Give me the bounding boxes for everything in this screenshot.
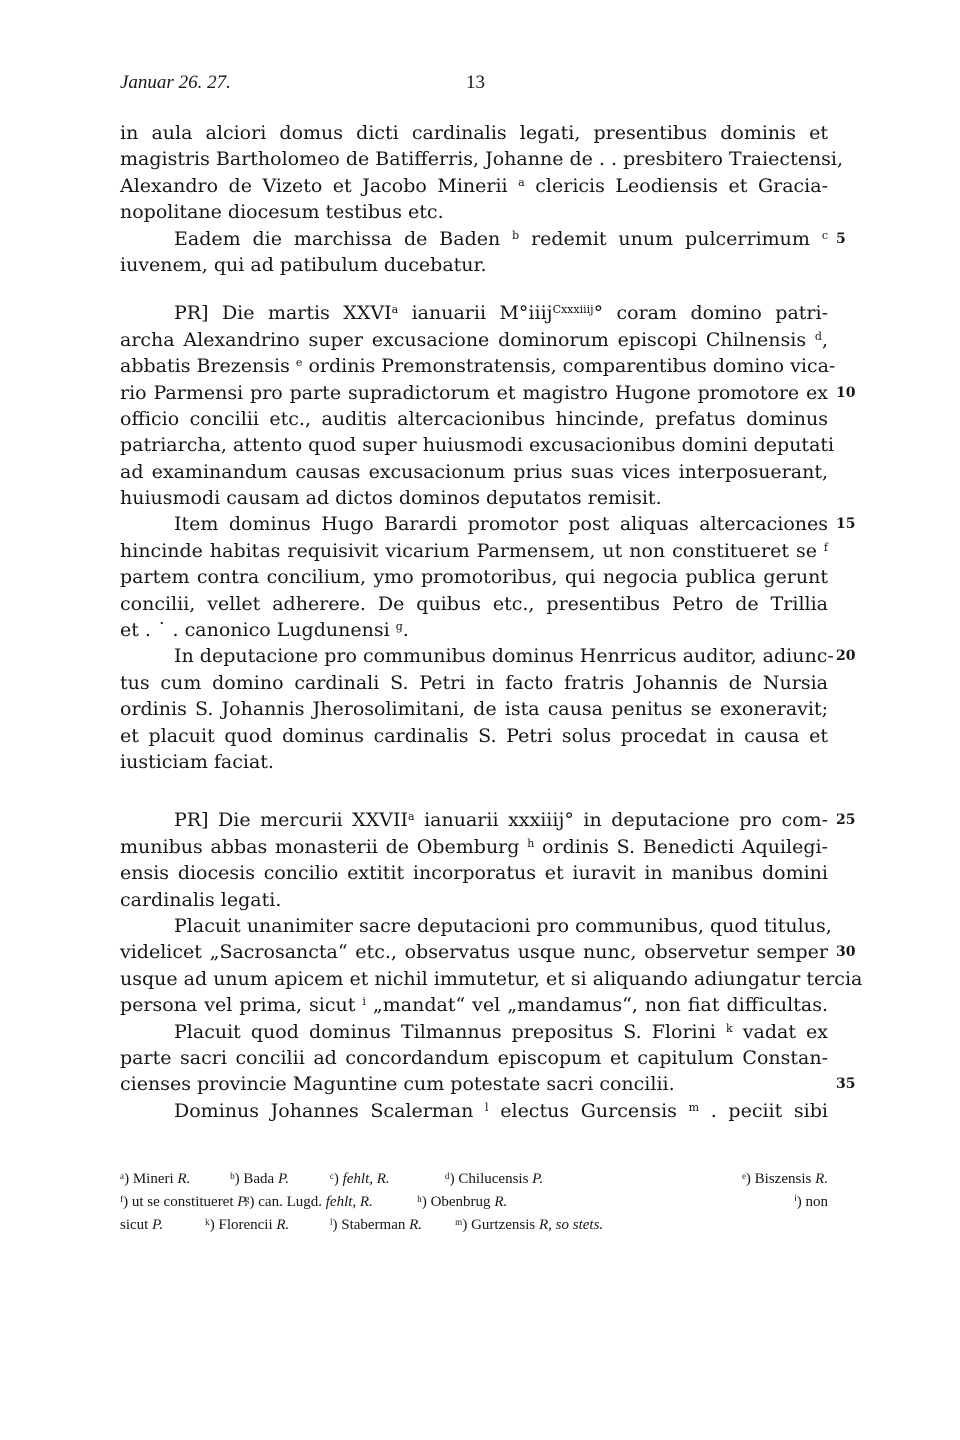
text-line: cardinalis legati.	[120, 888, 282, 911]
text-line: archa Alexandrino super excusacione dominorum episcopi Chilnensis $^d$,	[120, 328, 828, 351]
footnote-ref: f	[823, 540, 828, 554]
footnote-ref: a	[407, 810, 415, 824]
text-line: partem contra concilium, ymo promotoribus, qui negocia publica gerunt	[120, 566, 828, 589]
text-line: Dominus Johannes Scalerman $^l$ electus Gurcensis $^m$ . peciit sibi	[174, 1099, 828, 1122]
footnote: ᵇ) Bada P.	[230, 1171, 289, 1187]
text-line: patriarcha, attento quod super huiusmodi excusacionibus domini deputati	[120, 434, 835, 457]
footnote-ref: g	[395, 619, 403, 633]
text-line: in aula alciori domus dicti cardinalis legati, presentibus dominis et	[120, 122, 828, 144]
text-line: huiusmodi causam ad dictos dominos deputatos remisit.	[120, 487, 662, 510]
text-line: PR] Die martis XXVI$^a$ ianuarii M°iiij$^{Cxxxiiij}$° coram domino patri-	[174, 302, 828, 325]
page-header	[120, 72, 840, 102]
footnote: ⁱ) non	[794, 1194, 828, 1210]
text-line: Item dominus Hugo Barardi promotor post aliquas altercaciones 15	[120, 511, 828, 537]
text-line: ordinis S. Johannis Jherosolimitani, de ista causa penitus se exoneravit;	[120, 698, 828, 721]
footnote-ref: d	[814, 329, 822, 343]
text-line: abbatis Brezensis $^e$ ordinis Premonstratensis, comparentibus domino vica-	[120, 355, 836, 378]
text-line: PR] Die mercurii XXVII$^a$ ianuarii xxxiiij° in deputacione pro com- 25	[120, 807, 828, 833]
footnote-ref: Cxxxiiij	[552, 303, 594, 317]
text-line: videlicet „Sacrosancta“ etc., observatus usque nunc, observetur semper 30	[120, 939, 828, 965]
text-line: Alexandro de Vizeto et Jacobo Minerii $^a$ clericis Leodiensis et Gracia-	[120, 174, 828, 197]
footnote-ref: l	[485, 1100, 489, 1114]
footnote: ᵈ) Chilucensis P.	[445, 1171, 544, 1187]
footnote-line	[120, 1191, 828, 1214]
footnote: ˡ) Staberman R.	[330, 1217, 423, 1233]
text-line: ad examinandum causas excusacionum prius suas vices interposuerant,	[120, 460, 828, 483]
footnote: ᵃ) Mineri R.	[120, 1171, 191, 1187]
text-line: nopolitane diocesum testibus etc.	[120, 201, 444, 224]
text-line: officio concilii etc., auditis altercacionibus hincinde, prefatus dominus	[120, 407, 828, 430]
text-line: iuvenem, qui ad patibulum ducebatur.	[120, 253, 487, 276]
footnote-ref: m	[688, 1100, 700, 1114]
footnote-ref: a	[518, 175, 525, 189]
footnote-ref: h	[527, 836, 535, 850]
text-line: rio Parmensi pro parte supradictorum et magistro Hugone promotore ex 10	[120, 380, 828, 406]
footnote: ᵍ) can. Lugd. fehlt, R.	[245, 1194, 373, 1210]
text-line: Placuit unanimiter sacre deputacioni pro communibus, quod titulus,	[174, 914, 832, 937]
text-line: concilii, vellet adherere. De quibus etc., presentibus Petro de Trillia	[120, 592, 828, 615]
text-line: tus cum domino cardinali S. Petri in facto fratris Johannis de Nursia	[120, 671, 828, 694]
footnote-ref: i	[362, 995, 366, 1009]
text-line: In deputacione pro communibus dominus Henrricus auditor, adiunc- 20	[120, 643, 828, 669]
footnote-line	[120, 1168, 828, 1191]
line-number: 30	[836, 944, 856, 961]
footnote: ᶜ) fehlt, R.	[330, 1171, 390, 1187]
footnote: sicut P.	[120, 1217, 164, 1233]
footnote: ᶠ) ut se constitueret P.	[120, 1194, 249, 1210]
text-line: cienses provincie Maguntine cum potestate sacri concilii. 35	[120, 1071, 828, 1097]
footnote: ʰ) Obenbrug R.	[417, 1194, 508, 1210]
line-number: 25	[836, 812, 856, 829]
text-line: magistris Bartholomeo de Batifferris, Johanne de . . presbitero Traiectensi,	[120, 148, 844, 171]
line-number: 10	[836, 384, 856, 401]
footnote-line	[120, 1214, 828, 1237]
line-number: 35	[836, 1076, 856, 1093]
text-line: ensis diocesis concilio extitit incorporatus et iuravit in manibus domini	[120, 862, 828, 885]
footnote-ref: k	[726, 1021, 733, 1035]
footnote: ᵉ) Biszensis R.	[742, 1171, 828, 1187]
text-line: parte sacri concilii ad concordandum episcopum et capitulum Constan-	[120, 1046, 828, 1069]
line-number: 5	[836, 230, 846, 247]
text-line: usque ad unum apicem et nichil immutetur, et si aliquando adiungatur tercia	[120, 967, 863, 990]
page-number: 13	[466, 72, 485, 93]
text-line: munibus abbas monasterii de Obemburg $^h$ ordinis S. Benedicti Aquilegi-	[120, 835, 828, 858]
footnote: ᵐ) Gurtzensis R, so stets.	[455, 1217, 604, 1233]
text-line: et placuit quod dominus cardinalis S. Petri solus procedat in causa et	[120, 724, 828, 747]
footnote-ref: c	[821, 228, 828, 242]
line-number: 20	[836, 648, 856, 665]
text-line: persona vel prima, sicut $^i$ „mandat“ vel „mandamus“, non fiat difficultas.	[120, 994, 828, 1017]
text-line: Eadem die marchissa de Baden $^b$ redemit unum pulcerrimum $^c$ 5	[120, 226, 828, 252]
text-line: iusticiam faciat.	[120, 750, 274, 773]
main-text	[120, 120, 863, 1124]
text-line: et . ˙ . canonico Lugdunensi $^g$.	[120, 619, 409, 642]
footnote-ref: b	[512, 228, 520, 242]
footnote: ᵏ) Florencii R.	[205, 1217, 290, 1233]
footnotes	[120, 1168, 828, 1237]
line-number: 15	[836, 516, 856, 533]
footnote-ref: a	[391, 303, 399, 317]
running-title: Januar 26. 27.	[120, 72, 231, 93]
text-line: Placuit quod dominus Tilmannus prepositus S. Florini $^k$ vadat ex	[174, 1020, 828, 1043]
footnote-ref: e	[295, 356, 303, 370]
text-line: hincinde habitas requisivit vicarium Parmensem, ut non constitueret se $^f$	[120, 539, 828, 562]
